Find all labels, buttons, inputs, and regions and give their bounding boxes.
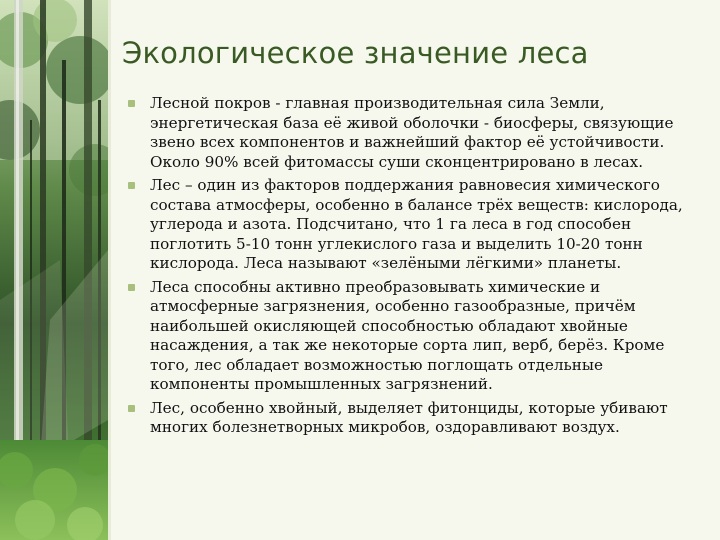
bullet-marker-icon: [128, 100, 135, 107]
bullet-marker-icon: [128, 284, 135, 291]
bullet-item: [128, 399, 700, 438]
bullet-text: Лес – один из факторов поддержания равновесия химического состава атмосферы, особенно в балансе трёх веществ: кислорода, углерода и азота. Подсчитано, что 1 га леса в год способен поглотить 5-10 тонн углекислого газа и выделить 10-20 тонн кислорода. Леса называют «зелёными лёгкими» планеты.: [150, 176, 683, 272]
bullet-item: [128, 94, 700, 172]
bullet-list: [128, 94, 700, 442]
bullet-marker-icon: [128, 182, 135, 189]
bullet-item: [128, 278, 700, 395]
bullet-item: [128, 176, 700, 274]
slide-divider: [108, 0, 111, 540]
bullet-marker-icon: [128, 405, 135, 412]
bullet-text: Лесной покров - главная производительная сила Земли, энергетическая база её живой оболочки - биосферы, связующие звено всех компонентов и важнейший фактор её устойчивости. Около 90% всей фитомассы суши сконцентрировано в лесах.: [150, 94, 674, 171]
bullet-text: Леса способны активно преобразовывать химические и атмосферные загрязнения, особенно газообразные, причём наибольшей окисляющей способностью обладают хвойные насаждения, а так же некоторые сорта лип, верб, берёз. Кроме того, лес обладает возможностью поглощать отдельные компоненты промышленных загрязнений.: [150, 277, 665, 393]
bullet-text: Лес, особенно хвойный, выделяет фитонциды, которые убивают многих болезнетворных микробов, оздоравливают воздух.: [150, 398, 668, 436]
forest-photo: [0, 0, 108, 540]
slide-title: Экологическое значение леса: [122, 36, 589, 70]
